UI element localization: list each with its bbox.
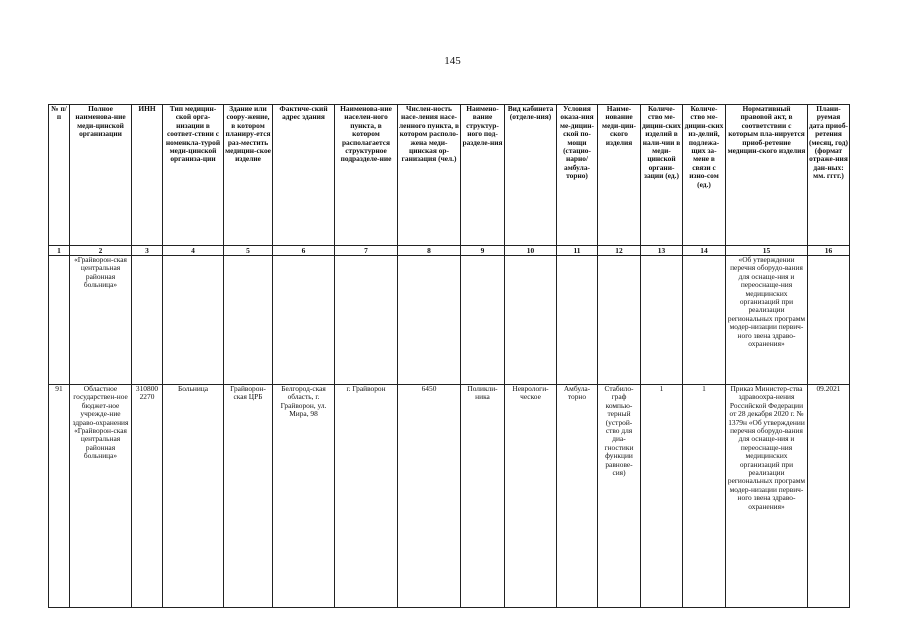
- table-cell: [132, 256, 163, 385]
- table-cell: [808, 256, 850, 385]
- column-number: 9: [461, 246, 505, 256]
- column-number: 2: [70, 246, 132, 256]
- table-cell: Неврологи-ческое: [505, 385, 557, 608]
- table-cell: Поликли-ника: [461, 385, 505, 608]
- header-cell: Нормативный правовой акт, в соответствии с которым пла-нируется приоб-ретение медицин-ского изделия: [726, 105, 808, 246]
- column-number: 12: [598, 246, 641, 256]
- header-cell: Количе-ство ме-дицин-ских из-делий, подлежа-щих за-мене в связи с изно-сом (ед.): [683, 105, 726, 246]
- table-cell: Белгород-ская область, г. Грайворон, ул. Мира, 98: [273, 385, 335, 608]
- header-cell: Полное наименова-ние меди-цинской организации: [70, 105, 132, 246]
- column-number: 5: [224, 246, 273, 256]
- table-cell: 6450: [398, 385, 461, 608]
- table-cell: Грайворон-ская ЦРБ: [224, 385, 273, 608]
- page-number: 145: [444, 55, 461, 67]
- table-cell: [557, 256, 598, 385]
- header-cell: Числен-ность насе-ления насе-ленного пункта, в котором располо-жена меди-цинская ор-ганизация (чел.): [398, 105, 461, 246]
- table-cell: [505, 256, 557, 385]
- table-cell: 1: [683, 385, 726, 608]
- table-cell: [598, 256, 641, 385]
- header-cell: Здание или соору-жение, в котором планиру-ется раз-местить медицин-ское изделие: [224, 105, 273, 246]
- header-cell: ИНН: [132, 105, 163, 246]
- table-cell: [641, 256, 683, 385]
- table-cell: 09.2021: [808, 385, 850, 608]
- table-cell: 310800 2270: [132, 385, 163, 608]
- table-cell: Амбула-торно: [557, 385, 598, 608]
- header-cell: Условия оказа-ния ме-дицин-ской по-мощи (стацио-нарно/ амбула-торно): [557, 105, 598, 246]
- header-cell: Вид кабинета (отделе-ния): [505, 105, 557, 246]
- header-cell: № п/п: [49, 105, 70, 246]
- column-number: 7: [335, 246, 398, 256]
- table-cell: [398, 256, 461, 385]
- header-row: [49, 105, 850, 246]
- table-cell: 91: [49, 385, 70, 608]
- column-number: 10: [505, 246, 557, 256]
- column-number-row: [49, 246, 850, 256]
- column-number: 3: [132, 246, 163, 256]
- table-cell: [683, 256, 726, 385]
- table-cell: «Об утверждении перечня оборудо-вания для оснаще-ния и переоснаще-ния медицинских организаций при реализации региональных программ модер-низации первич-ного звена здраво-охранения»: [726, 256, 808, 385]
- column-number: 4: [163, 246, 224, 256]
- medical-equipment-table: [48, 104, 850, 608]
- table-cell: 1: [641, 385, 683, 608]
- column-number: 6: [273, 246, 335, 256]
- table-cell: Стабило-граф компью-терный (устрой-ство для диа-гностики функции равнове-сия): [598, 385, 641, 608]
- header-cell: Количе-ство ме-дицин-ских изделий в нали-чии в меди-цинской органи-зации (ед.): [641, 105, 683, 246]
- column-number: 1: [49, 246, 70, 256]
- table-cell: Приказ Министер-ства здравоохра-нения Российской Федерации от 28 декабря 2020 г. № 1379н «Об утверждении перечня оборудо-вания для оснаще-ния и переоснаще-ния медицинских организаций при реализации региональных программ модер-низации первич-ного звена здраво-охранения»: [726, 385, 808, 608]
- table-cell: [335, 256, 398, 385]
- header-cell: Наименова-ние населен-ного пункта, в котором располагается структурное подразделе-ние: [335, 105, 398, 246]
- table-cell: [273, 256, 335, 385]
- table-cell: [461, 256, 505, 385]
- table-cell: [163, 256, 224, 385]
- column-number: 16: [808, 246, 850, 256]
- table-row: [49, 385, 850, 608]
- table-cell: «Грайворон-ская центральная районная больница»: [70, 256, 132, 385]
- header-cell: Тип медицин-ской орга-низации в соответ-ствии с номенкла-турой меди-цинской организа-ции: [163, 105, 224, 246]
- column-number: 13: [641, 246, 683, 256]
- header-cell: Фактиче-ский адрес здания: [273, 105, 335, 246]
- table-cell: Областное государствен-ное бюджет-ное учрежде-ние здраво-охранения «Грайворон-ская центральная районная больница»: [70, 385, 132, 608]
- column-number: 8: [398, 246, 461, 256]
- table-cell: [49, 256, 70, 385]
- column-number: 11: [557, 246, 598, 256]
- table-row: [49, 256, 850, 385]
- table-cell: [224, 256, 273, 385]
- table-cell: г. Грайворон: [335, 385, 398, 608]
- table-cell: Больница: [163, 385, 224, 608]
- column-number: 15: [726, 246, 808, 256]
- header-cell: Наиме-нование меди-цин-ского изделия: [598, 105, 641, 246]
- header-cell: Наимено-вание структур-ного под-разделе-ния: [461, 105, 505, 246]
- column-number: 14: [683, 246, 726, 256]
- header-cell: Плани-руемая дата приоб-ретения (месяц, год) (формат отраже-ния дан-ных: мм. гггг.): [808, 105, 850, 246]
